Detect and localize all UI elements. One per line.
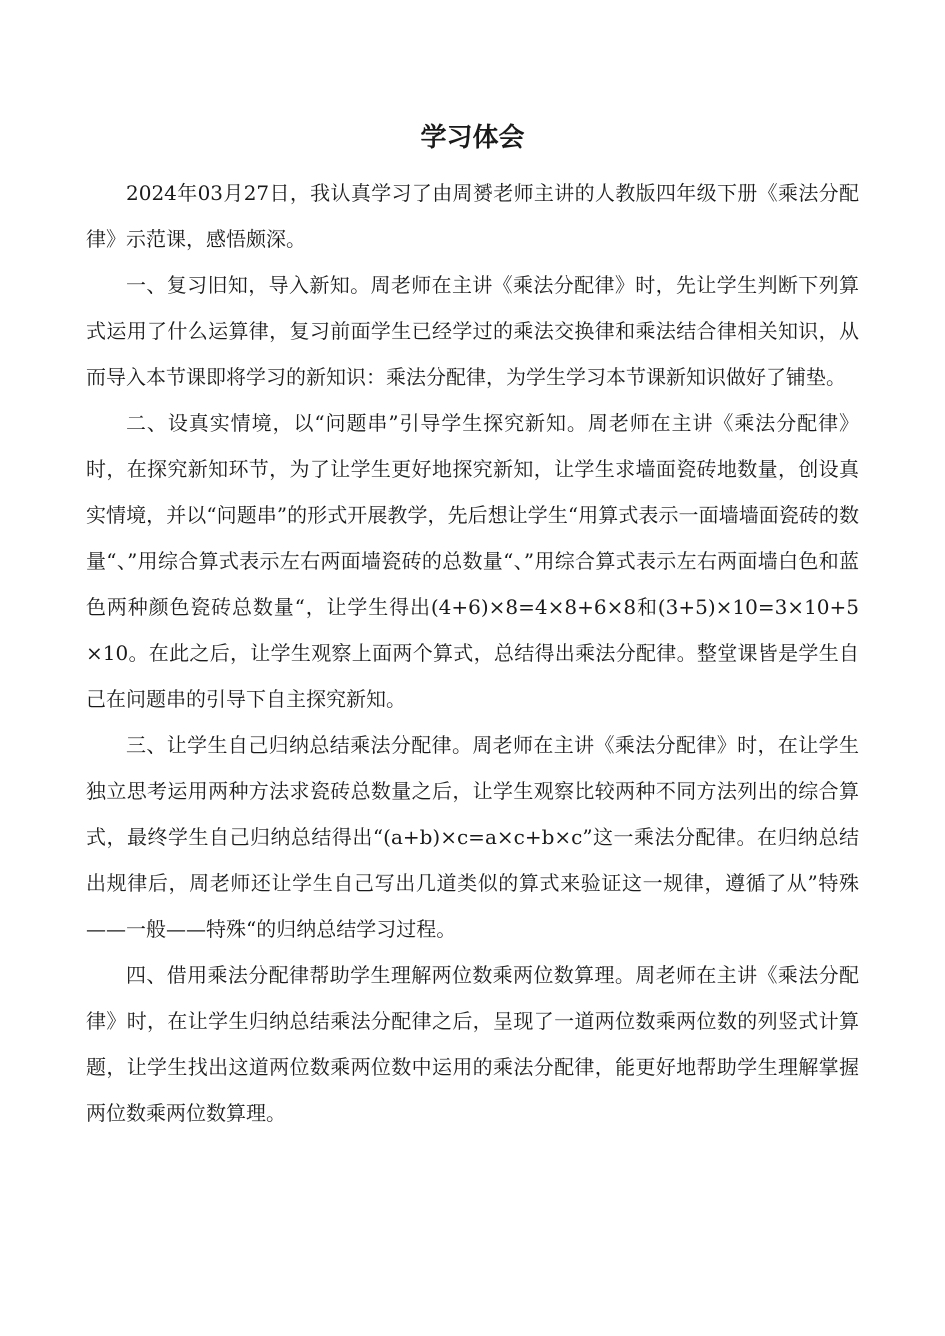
page-title: 学习体会 — [420, 123, 525, 153]
paragraph-section-1: 一、复习旧知，导入新知。周老师在主讲《乘法分配律》时，先让学生判断下列算式运用了什么运算律，复习前面学生已经学过的乘法交换律和乘法结合律相关知识，从而导入本节课即将学习的新知识：乘法分配律，为学生学习本节课新知识做好了铺垫。 — [86, 273, 859, 389]
paragraph-intro: 2024年03月27日，我认真学习了由周赟老师主讲的人教版四年级下册《乘法分配律》示范课，感悟颇深。 — [86, 181, 859, 251]
paragraph-section-2: 二、设真实情境，以“问题串”引导学生探究新知。周老师在主讲《乘法分配律》时，在探究新知环节，为了让学生更好地探究新知，让学生求墙面瓷砖地数量，创设真实情境，并以“问题串”的形式开展教学，先后想让学生“用算式表示一面墙墙面瓷砖的数量“、”用综合算式表示左右两面墙瓷砖的总数量“、”用综合算式表示左右两面墙白色和蓝色两种颜色瓷砖总数量“，让学生得出(4+6)×8=4×8+6×8和(3+5)×10=3×10+5×10。在此之后，让学生观察上面两个算式，总结得出乘法分配律。整堂课皆是学生自己在问题串的引导下自主探究新知。 — [86, 411, 859, 711]
document-body — [86, 170, 859, 1136]
paragraph-section-4: 四、借用乘法分配律帮助学生理解两位数乘两位数算理。周老师在主讲《乘法分配律》时，在让学生归纳总结乘法分配律之后，呈现了一道两位数乘两位数的列竖式计算题，让学生找出这道两位数乘两位数中运用的乘法分配律，能更好地帮助学生理解掌握两位数乘两位数算理。 — [86, 963, 859, 1125]
paragraph-section-3: 三、让学生自己归纳总结乘法分配律。周老师在主讲《乘法分配律》时，在让学生独立思考运用两种方法求瓷砖总数量之后，让学生观察比较两种不同方法列出的综合算式，最终学生自己归纳总结得出“(a+b)×c=a×c+b×c”这一乘法分配律。在归纳总结出规律后，周老师还让学生自己写出几道类似的算式来验证这一规律，遵循了从”特殊——一般——特殊“的归纳总结学习过程。 — [86, 733, 859, 941]
